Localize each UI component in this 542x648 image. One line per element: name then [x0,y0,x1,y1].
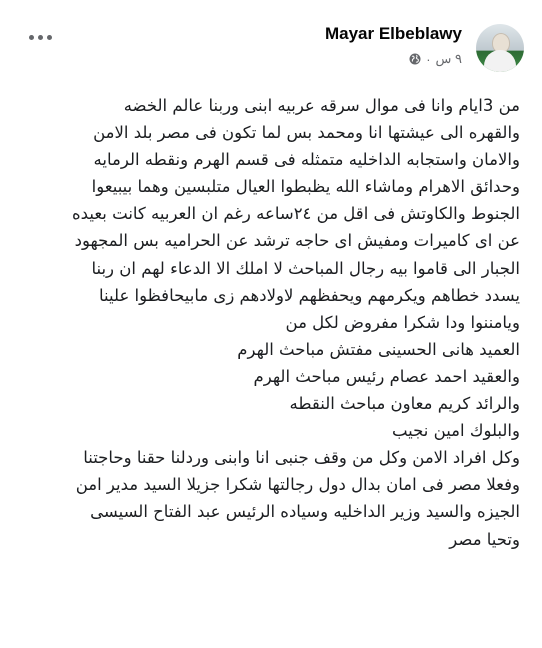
post-line: والرائد كريم معاون مباحث النقطه [289,394,520,414]
more-options-button[interactable] [26,28,54,46]
post-line: الجنوط والكاوتش فى اقل من ٢٤ساعه رغم ان العربيه كانت بعيده [72,204,520,224]
post-line: والبلوك امين نجيب [391,421,520,441]
more-horizontal-icon-dot [47,35,52,40]
post-line: وحدائق الاهرام وماشاء الله يظبطوا العيال متلبسين وهما بيبيعوا [91,177,520,197]
avatar-shoulders [484,50,516,72]
post-line: وتحيا مصر [449,529,520,549]
post-line: ويامننوا ودا شكرا مفروض لكل من [285,312,520,332]
profile-avatar[interactable] [476,24,524,72]
more-horizontal-icon [29,35,34,40]
meta-separator: · [426,51,431,67]
post-line: وفعلا مصر فى امان بدال دول رجالتها شكرا جزيلا السيد مدير امن [75,475,520,495]
post-meta [409,51,462,67]
post-body [12,92,520,553]
post-line: من 3ايام وانا فى موال سرقه عربيه ابنى وربنا عالم الخضه [123,96,520,115]
post-line: يسدد خطاهم ويكرمهم ويحفظهم لاولادهم زى مابيحافظوا علينا [99,285,520,305]
globe-icon [409,53,421,65]
post-line: والامان واستجابه الداخليه متمثله فى قسم الهرم ونقطه الرمايه [93,150,520,170]
post-line: الجبار الى قاموا بيه رجال المباحث لا املك الا الدعاء لهم ان ربنا [91,258,520,278]
more-horizontal-icon-dot [38,35,43,40]
post-line: عن اى كاميرات ومفيش اى حاجه ترشد عن الحراميه بس المجهود [74,231,520,251]
post-line: وكل افراد الامن وكل من وقف جنبى انا وابنى وردلنا حقنا وحاجتنا [83,448,520,468]
post-time[interactable]: ٩ س [435,51,462,66]
post-line: والعقيد احمد عصام رئيس مباحث الهرم [253,366,520,386]
post-line: والقهره الى عيشتها انا ومحمد بس لما تكون فى مصر بلد الامن [93,123,520,143]
post-line: العميد هانى الحسينى مفتش مباحث الهرم [237,339,520,359]
post-line: الجيزه والسيد وزير الداخليه وسياده الرئيس عبد الفتاح السيسى [90,502,520,522]
post-header [18,18,524,78]
author-name[interactable]: Mayar Elbeblawy [324,24,462,43]
